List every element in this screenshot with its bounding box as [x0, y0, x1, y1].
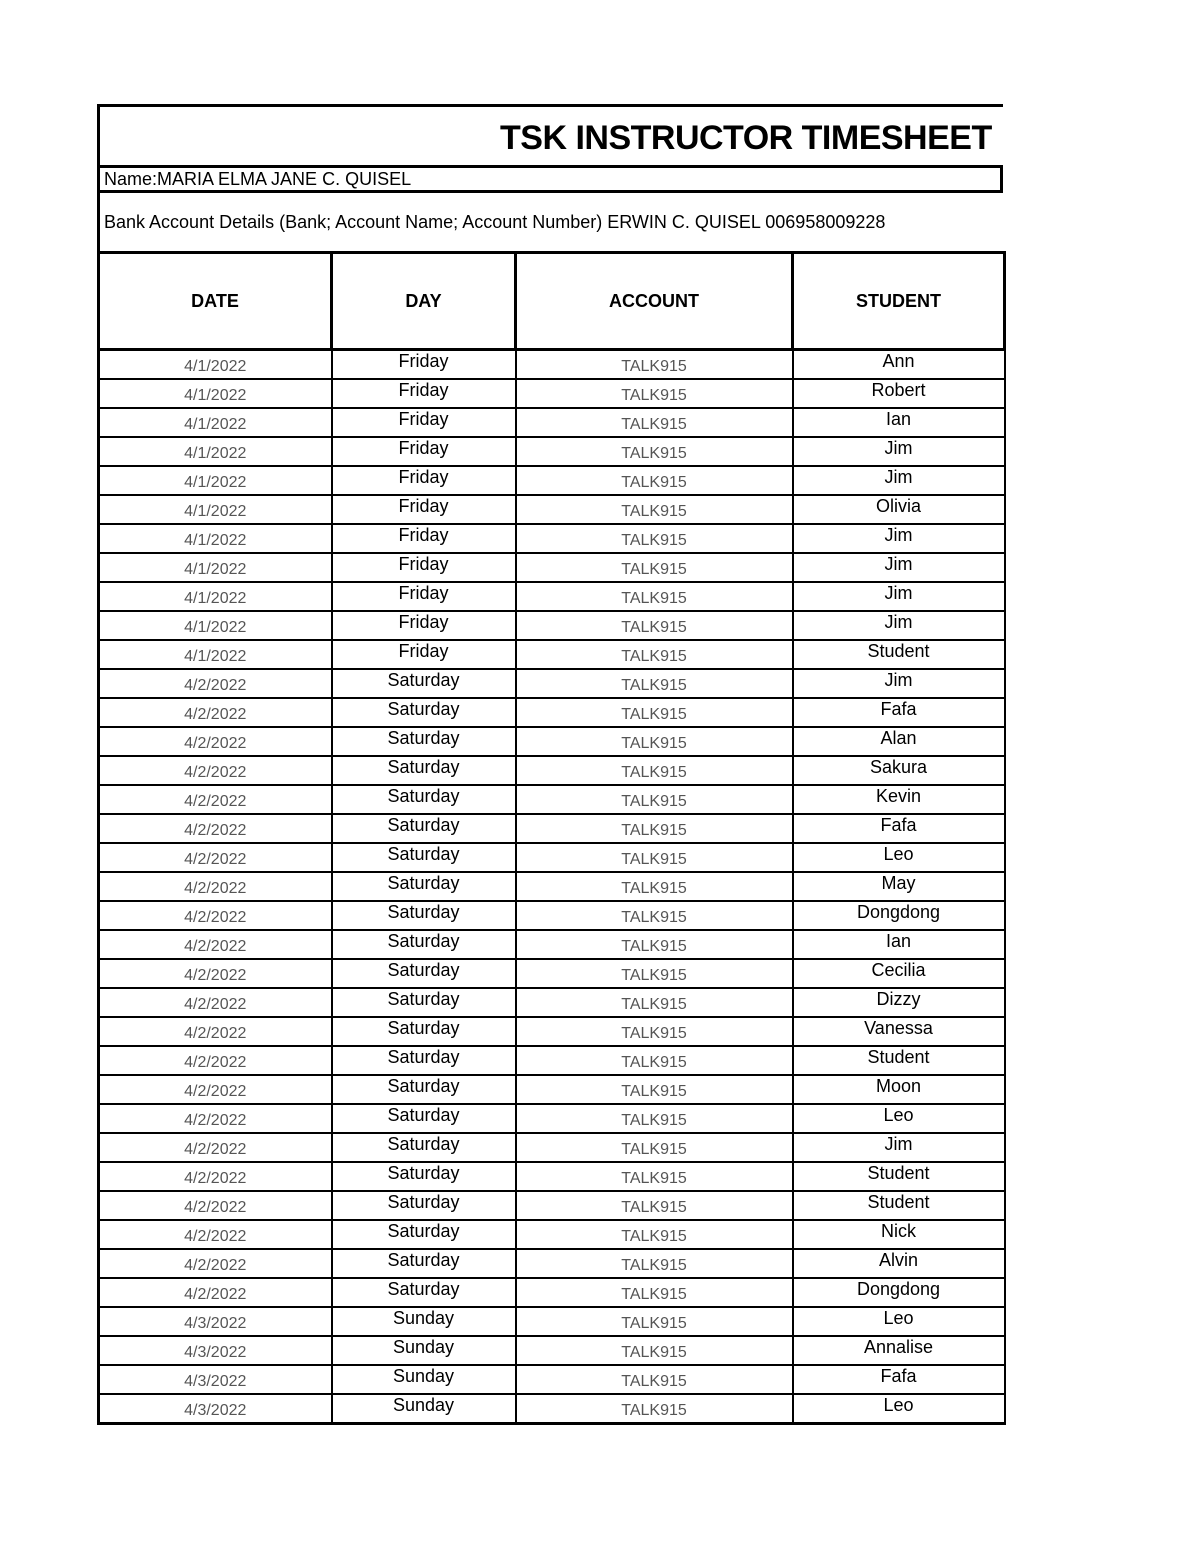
day-cell: Saturday — [332, 930, 516, 959]
bank-account-details: Bank Account Details (Bank; Account Name; Account Number) ERWIN C. QUISEL 006958009228 — [97, 193, 1003, 251]
day-cell: Friday — [332, 408, 516, 437]
table-row — [99, 1162, 1005, 1191]
account-cell: TALK915 — [516, 1046, 793, 1075]
student-cell: Student — [793, 1046, 1005, 1075]
table-row — [99, 1075, 1005, 1104]
date-cell: 4/2/2022 — [99, 1017, 332, 1046]
timesheet-table — [97, 251, 1006, 1425]
title-row — [97, 104, 1003, 165]
day-cell: Saturday — [332, 1220, 516, 1249]
table-body — [99, 350, 1005, 1424]
student-cell: Student — [793, 640, 1005, 669]
account-cell: TALK915 — [516, 669, 793, 698]
date-cell: 4/2/2022 — [99, 1046, 332, 1075]
student-cell: Sakura — [793, 756, 1005, 785]
day-cell: Friday — [332, 495, 516, 524]
student-cell: Moon — [793, 1075, 1005, 1104]
table-row — [99, 1191, 1005, 1220]
table-row — [99, 872, 1005, 901]
date-cell: 4/2/2022 — [99, 1220, 332, 1249]
account-cell: TALK915 — [516, 959, 793, 988]
table-row — [99, 959, 1005, 988]
table-row — [99, 553, 1005, 582]
day-cell: Saturday — [332, 1104, 516, 1133]
date-cell: 4/1/2022 — [99, 524, 332, 553]
student-cell: Dongdong — [793, 901, 1005, 930]
account-cell: TALK915 — [516, 843, 793, 872]
date-cell: 4/1/2022 — [99, 495, 332, 524]
day-cell: Sunday — [332, 1394, 516, 1424]
student-cell: Annalise — [793, 1336, 1005, 1365]
day-cell: Saturday — [332, 901, 516, 930]
table-row — [99, 1046, 1005, 1075]
day-cell: Friday — [332, 640, 516, 669]
account-cell: TALK915 — [516, 1336, 793, 1365]
student-cell: Alan — [793, 727, 1005, 756]
date-cell: 4/2/2022 — [99, 727, 332, 756]
student-cell: Student — [793, 1191, 1005, 1220]
student-cell: Jim — [793, 611, 1005, 640]
day-cell: Saturday — [332, 1191, 516, 1220]
account-cell: TALK915 — [516, 1075, 793, 1104]
account-cell: TALK915 — [516, 1133, 793, 1162]
student-cell: Robert — [793, 379, 1005, 408]
student-cell: Fafa — [793, 814, 1005, 843]
account-cell: TALK915 — [516, 640, 793, 669]
date-cell: 4/2/2022 — [99, 1133, 332, 1162]
account-cell: TALK915 — [516, 350, 793, 380]
column-header-date: DATE — [99, 253, 332, 350]
student-cell: May — [793, 872, 1005, 901]
day-cell: Friday — [332, 437, 516, 466]
student-cell: Vanessa — [793, 1017, 1005, 1046]
day-cell: Saturday — [332, 727, 516, 756]
header-row — [99, 253, 1005, 350]
account-cell: TALK915 — [516, 1220, 793, 1249]
date-cell: 4/2/2022 — [99, 1162, 332, 1191]
date-cell: 4/1/2022 — [99, 611, 332, 640]
account-cell: TALK915 — [516, 524, 793, 553]
date-cell: 4/3/2022 — [99, 1365, 332, 1394]
table-row — [99, 611, 1005, 640]
account-cell: TALK915 — [516, 901, 793, 930]
account-cell: TALK915 — [516, 1307, 793, 1336]
day-cell: Saturday — [332, 814, 516, 843]
day-cell: Friday — [332, 466, 516, 495]
table-row — [99, 1336, 1005, 1365]
account-cell: TALK915 — [516, 698, 793, 727]
date-cell: 4/2/2022 — [99, 901, 332, 930]
account-cell: TALK915 — [516, 727, 793, 756]
date-cell: 4/2/2022 — [99, 669, 332, 698]
day-cell: Saturday — [332, 959, 516, 988]
account-cell: TALK915 — [516, 1104, 793, 1133]
table-row — [99, 814, 1005, 843]
account-cell: TALK915 — [516, 553, 793, 582]
account-cell: TALK915 — [516, 988, 793, 1017]
table-row — [99, 640, 1005, 669]
date-cell: 4/2/2022 — [99, 1075, 332, 1104]
student-cell: Cecilia — [793, 959, 1005, 988]
day-cell: Saturday — [332, 1133, 516, 1162]
account-cell: TALK915 — [516, 1394, 793, 1424]
table-row — [99, 1307, 1005, 1336]
table-row — [99, 1394, 1005, 1424]
day-cell: Saturday — [332, 1017, 516, 1046]
day-cell: Saturday — [332, 1278, 516, 1307]
date-cell: 4/2/2022 — [99, 959, 332, 988]
student-cell: Fafa — [793, 1365, 1005, 1394]
day-cell: Saturday — [332, 1162, 516, 1191]
student-cell: Kevin — [793, 785, 1005, 814]
account-cell: TALK915 — [516, 408, 793, 437]
table-row — [99, 930, 1005, 959]
day-cell: Saturday — [332, 1046, 516, 1075]
table-row — [99, 698, 1005, 727]
account-cell: TALK915 — [516, 1191, 793, 1220]
account-cell: TALK915 — [516, 785, 793, 814]
student-cell: Jim — [793, 1133, 1005, 1162]
table-row — [99, 756, 1005, 785]
student-cell: Dizzy — [793, 988, 1005, 1017]
account-cell: TALK915 — [516, 814, 793, 843]
student-cell: Leo — [793, 1307, 1005, 1336]
table-row — [99, 495, 1005, 524]
table-row — [99, 582, 1005, 611]
day-cell: Saturday — [332, 698, 516, 727]
day-cell: Friday — [332, 524, 516, 553]
date-cell: 4/2/2022 — [99, 843, 332, 872]
account-cell: TALK915 — [516, 466, 793, 495]
date-cell: 4/3/2022 — [99, 1336, 332, 1365]
column-header-day: DAY — [332, 253, 516, 350]
student-cell: Alvin — [793, 1249, 1005, 1278]
table-row — [99, 843, 1005, 872]
account-cell: TALK915 — [516, 611, 793, 640]
account-cell: TALK915 — [516, 495, 793, 524]
account-cell: TALK915 — [516, 1278, 793, 1307]
timesheet — [97, 104, 1003, 1425]
day-cell: Sunday — [332, 1307, 516, 1336]
day-cell: Friday — [332, 350, 516, 380]
table-row — [99, 1365, 1005, 1394]
student-cell: Jim — [793, 437, 1005, 466]
page-title: TSK INSTRUCTOR TIMESHEET — [500, 119, 992, 157]
table-row — [99, 988, 1005, 1017]
account-cell: TALK915 — [516, 756, 793, 785]
day-cell: Saturday — [332, 756, 516, 785]
student-cell: Dongdong — [793, 1278, 1005, 1307]
account-cell: TALK915 — [516, 1249, 793, 1278]
student-cell: Ian — [793, 930, 1005, 959]
table-row — [99, 408, 1005, 437]
date-cell: 4/1/2022 — [99, 582, 332, 611]
table-row — [99, 1220, 1005, 1249]
student-cell: Jim — [793, 466, 1005, 495]
table-row — [99, 350, 1005, 380]
date-cell: 4/2/2022 — [99, 785, 332, 814]
table-row — [99, 466, 1005, 495]
date-cell: 4/1/2022 — [99, 350, 332, 380]
account-cell: TALK915 — [516, 1017, 793, 1046]
student-cell: Jim — [793, 582, 1005, 611]
account-cell: TALK915 — [516, 437, 793, 466]
day-cell: Saturday — [332, 843, 516, 872]
date-cell: 4/1/2022 — [99, 466, 332, 495]
student-cell: Nick — [793, 1220, 1005, 1249]
date-cell: 4/1/2022 — [99, 379, 332, 408]
day-cell: Sunday — [332, 1336, 516, 1365]
account-cell: TALK915 — [516, 379, 793, 408]
table-row — [99, 1249, 1005, 1278]
day-cell: Friday — [332, 379, 516, 408]
date-cell: 4/1/2022 — [99, 437, 332, 466]
day-cell: Saturday — [332, 785, 516, 814]
date-cell: 4/2/2022 — [99, 1191, 332, 1220]
day-cell: Friday — [332, 582, 516, 611]
table-row — [99, 1104, 1005, 1133]
account-cell: TALK915 — [516, 930, 793, 959]
day-cell: Saturday — [332, 1075, 516, 1104]
account-cell: TALK915 — [516, 872, 793, 901]
column-header-account: ACCOUNT — [516, 253, 793, 350]
student-cell: Leo — [793, 1104, 1005, 1133]
day-cell: Sunday — [332, 1365, 516, 1394]
table-row — [99, 437, 1005, 466]
date-cell: 4/2/2022 — [99, 1278, 332, 1307]
student-cell: Fafa — [793, 698, 1005, 727]
date-cell: 4/2/2022 — [99, 698, 332, 727]
day-cell: Saturday — [332, 1249, 516, 1278]
student-cell: Ann — [793, 350, 1005, 380]
student-cell: Leo — [793, 843, 1005, 872]
date-cell: 4/2/2022 — [99, 756, 332, 785]
student-cell: Student — [793, 1162, 1005, 1191]
student-cell: Jim — [793, 669, 1005, 698]
day-cell: Saturday — [332, 669, 516, 698]
table-row — [99, 379, 1005, 408]
date-cell: 4/2/2022 — [99, 872, 332, 901]
date-cell: 4/2/2022 — [99, 930, 332, 959]
student-cell: Leo — [793, 1394, 1005, 1424]
day-cell: Friday — [332, 611, 516, 640]
student-cell: Olivia — [793, 495, 1005, 524]
date-cell: 4/1/2022 — [99, 553, 332, 582]
day-cell: Saturday — [332, 988, 516, 1017]
date-cell: 4/3/2022 — [99, 1307, 332, 1336]
date-cell: 4/2/2022 — [99, 1249, 332, 1278]
table-row — [99, 901, 1005, 930]
date-cell: 4/2/2022 — [99, 814, 332, 843]
table-row — [99, 1133, 1005, 1162]
date-cell: 4/1/2022 — [99, 640, 332, 669]
day-cell: Saturday — [332, 872, 516, 901]
table-row — [99, 1017, 1005, 1046]
account-cell: TALK915 — [516, 1162, 793, 1191]
student-cell: Ian — [793, 408, 1005, 437]
date-cell: 4/1/2022 — [99, 408, 332, 437]
column-header-student: STUDENT — [793, 253, 1005, 350]
student-cell: Jim — [793, 553, 1005, 582]
date-cell: 4/2/2022 — [99, 1104, 332, 1133]
account-cell: TALK915 — [516, 1365, 793, 1394]
table-row — [99, 1278, 1005, 1307]
table-row — [99, 524, 1005, 553]
student-cell: Jim — [793, 524, 1005, 553]
day-cell: Friday — [332, 553, 516, 582]
account-cell: TALK915 — [516, 582, 793, 611]
instructor-name: Name:MARIA ELMA JANE C. QUISEL — [97, 165, 1003, 193]
table-row — [99, 727, 1005, 756]
table-row — [99, 785, 1005, 814]
table-row — [99, 669, 1005, 698]
date-cell: 4/3/2022 — [99, 1394, 332, 1424]
date-cell: 4/2/2022 — [99, 988, 332, 1017]
